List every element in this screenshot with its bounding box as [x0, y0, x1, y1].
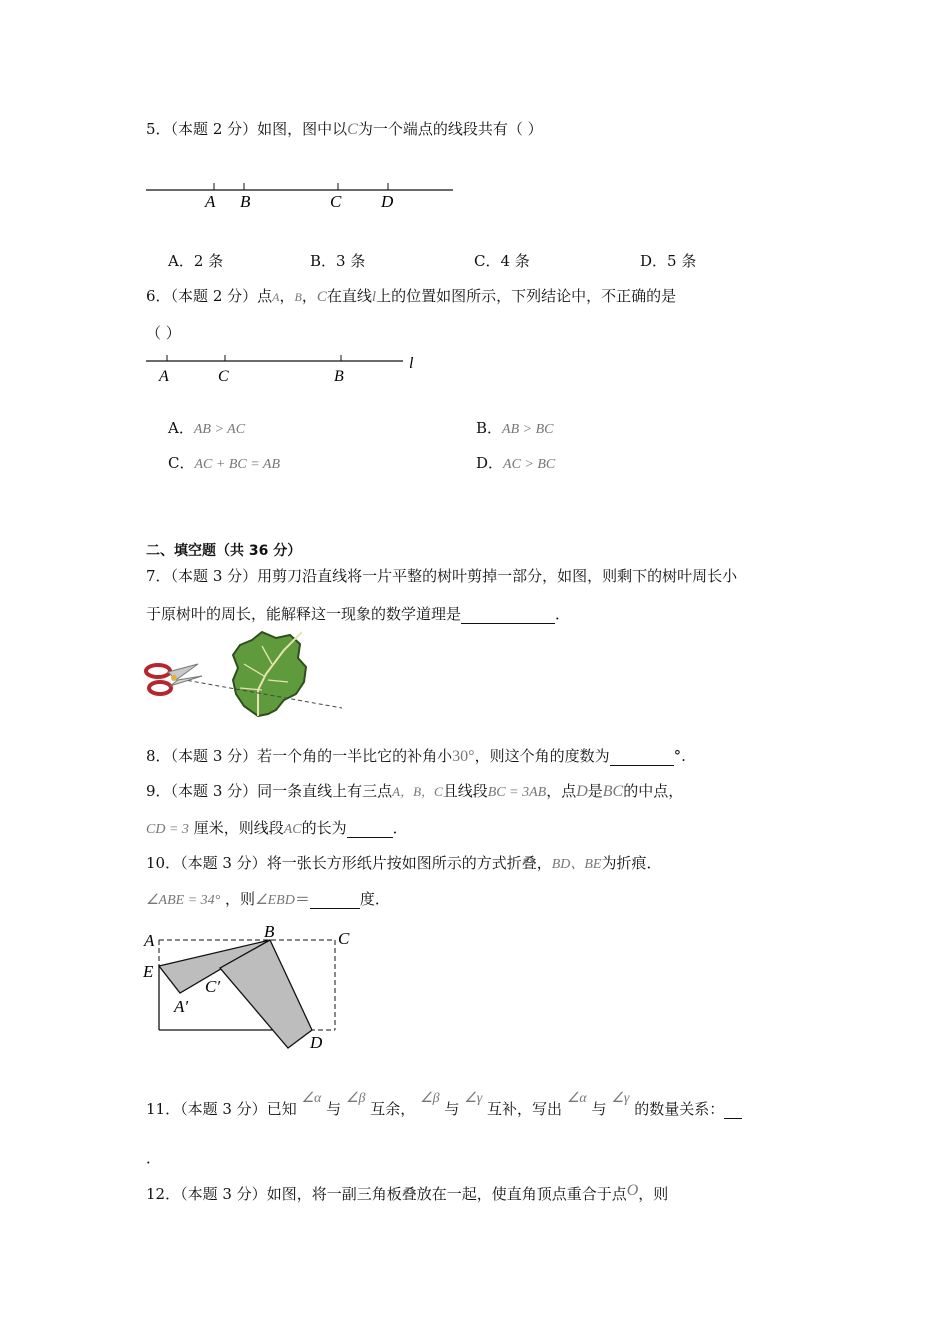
q8-end: °.	[673, 747, 686, 765]
q5-option-c[interactable]: C．4 条	[474, 252, 530, 270]
q6-option-a-expr: AB > AC	[193, 422, 246, 437]
q6-option-b-expr: AB > BC	[502, 422, 554, 437]
q11-yu-3: 与	[591, 1100, 607, 1118]
q11-alpha-2: ∠α	[566, 1091, 587, 1106]
q9-ac: AC	[283, 822, 302, 837]
q9-text: 同一条直线上有三点	[257, 782, 393, 800]
q11-text-b: 互余，	[370, 1100, 416, 1118]
q8-score: （本题 3 分）	[170, 747, 258, 765]
q10-score: （本题 3 分）	[180, 854, 267, 872]
q12-var-o: O	[626, 1182, 639, 1199]
q6-option-d-expr: AC > BC	[503, 457, 556, 472]
q6-text: 点	[257, 287, 273, 305]
q5-option-d[interactable]: D．5 条	[640, 252, 697, 270]
q7-end: ．	[555, 605, 571, 623]
q10-text-d: ＝	[294, 890, 310, 908]
q6-paren: （ ）	[146, 324, 181, 342]
q5-label-b: B	[240, 192, 251, 211]
q10-creases: BD、BE	[551, 857, 602, 872]
q12-score: （本题 3 分）	[180, 1185, 267, 1203]
q5-option-a[interactable]: A．2 条	[168, 252, 224, 270]
q11-beta-2: ∠β	[420, 1091, 440, 1106]
q11-text-d: 的数量关系：	[634, 1100, 725, 1118]
q5-text: 如图，图中以	[257, 120, 348, 138]
q8-text: 若一个角的一半比它的补角小	[257, 747, 453, 765]
q6-stem: 6．（本题 2 分）点A，B，C在直线l上的位置如图所示，下列结论中，不正确的是	[146, 287, 677, 305]
q5-number: 5．	[146, 120, 171, 138]
q5-text-b: 为一个端点的线段共有（ ）	[357, 120, 543, 138]
q10-text-b: 为折痕．	[601, 854, 662, 872]
q10-number: 10．	[146, 854, 181, 872]
q9-point-d: D	[576, 783, 588, 800]
q9-score: （本题 3 分）	[170, 782, 258, 800]
q10-text: 将一张长方形纸片按如图所示的方式折叠，	[266, 854, 552, 872]
q10-end: 度．	[359, 890, 390, 908]
q5-var: C	[347, 121, 358, 138]
q11-beta: ∠β	[345, 1091, 366, 1106]
q6-option-b-letter: B．	[476, 419, 503, 437]
q6-label-c: C	[218, 368, 229, 385]
q12-number: 12．	[146, 1185, 181, 1203]
q9-equation: BC = 3AB	[487, 785, 547, 800]
q8-number: 8．	[146, 747, 171, 765]
q6-option-a-letter: A．	[168, 419, 194, 437]
q6-var-l: l	[371, 289, 377, 305]
q9-cd: CD = 3	[146, 822, 189, 837]
q9-end: ．	[392, 819, 408, 837]
q5-label-c: C	[330, 192, 342, 211]
q7-text-2: 于原树叶的周长，能解释这一现象的数学道理是	[146, 605, 462, 623]
q11-answer-blank[interactable]	[724, 1100, 742, 1119]
q6-var-a: A	[272, 290, 280, 304]
q10-label-d: D	[310, 1033, 323, 1052]
q10-angle-question: ∠EBD	[255, 893, 295, 908]
q6-var-b: B	[294, 290, 302, 304]
q9-text-e: 的中点，	[623, 782, 684, 800]
q5-label-a: A	[205, 192, 216, 211]
q11-alpha: ∠α	[301, 1091, 322, 1106]
q10-label-a: A	[144, 931, 155, 950]
q8-angle: 30°	[452, 748, 475, 765]
q8-text-b: ，则这个角的度数为	[474, 747, 610, 765]
q5-score: （本题 2 分）	[170, 120, 258, 138]
q6-number: 6．	[146, 287, 171, 305]
q6-option-c-expr: AC + BC = AB	[194, 457, 281, 472]
q10-label-c: C	[338, 929, 350, 948]
q6-score: （本题 2 分）	[170, 287, 258, 305]
q11-gamma: ∠γ	[464, 1091, 483, 1106]
q7-text: 用剪刀沿直线将一片平整的树叶剪掉一部分，如图，则剩下的树叶周长小	[257, 567, 738, 585]
q11-yu-1: 与	[326, 1100, 342, 1118]
q10-angle-given: ∠ABE = 34°	[146, 893, 221, 908]
q12-text: 如图，将一副三角板叠放在一起，使直角顶点重合于点	[266, 1185, 627, 1203]
q10-text-c: ，则	[225, 890, 256, 908]
q9-segment: BC	[602, 783, 624, 800]
q11-end: ．	[146, 1149, 162, 1167]
q9-points: A，B，C	[392, 784, 443, 799]
q10-label-b: B	[264, 922, 275, 941]
q9-text-c: ，点	[546, 782, 577, 800]
q10-label-e: E	[143, 962, 154, 981]
q6-label-l: l	[409, 355, 414, 372]
q11-yu-2: 与	[444, 1100, 460, 1118]
q12-stem	[146, 1183, 668, 1204]
q11-number: 11．	[146, 1100, 181, 1118]
q11-text: 已知	[266, 1100, 297, 1118]
q7-number: 7．	[146, 567, 171, 585]
q7-score: （本题 3 分）	[170, 567, 258, 585]
q11-score: （本题 3 分）	[180, 1100, 267, 1118]
q6-option-c-letter: C．	[168, 454, 195, 472]
q12-text-b: ，则	[638, 1185, 669, 1203]
q5-label-d: D	[381, 192, 394, 211]
q6-label-a: A	[159, 368, 169, 385]
section-2-title: 二、填空题（共 36 分）	[146, 543, 302, 559]
q10-label-c-prime: C′	[205, 977, 221, 996]
q11-gamma-2: ∠γ	[611, 1091, 630, 1106]
q9-number: 9．	[146, 782, 171, 800]
q6-var-c: C	[316, 289, 327, 305]
q9-text-d: 是	[587, 782, 603, 800]
q5-option-b[interactable]: B．3 条	[310, 252, 366, 270]
q6-label-b: B	[334, 368, 344, 385]
q6-option-d-letter: D．	[476, 454, 504, 472]
q10-label-a-prime: A′	[174, 997, 189, 1016]
q9-text-b: 且线段	[442, 782, 488, 800]
q11-stem	[146, 1091, 742, 1119]
q11-text-c: 互补，写出	[487, 1100, 563, 1118]
q6-text-c: 上的位置如图所示，下列结论中，不正确的是	[376, 287, 677, 305]
q6-text-b: 在直线	[326, 287, 372, 305]
q9-text-f: 厘米，则线段	[193, 819, 284, 837]
q9-text-g: 的长为	[301, 819, 347, 837]
